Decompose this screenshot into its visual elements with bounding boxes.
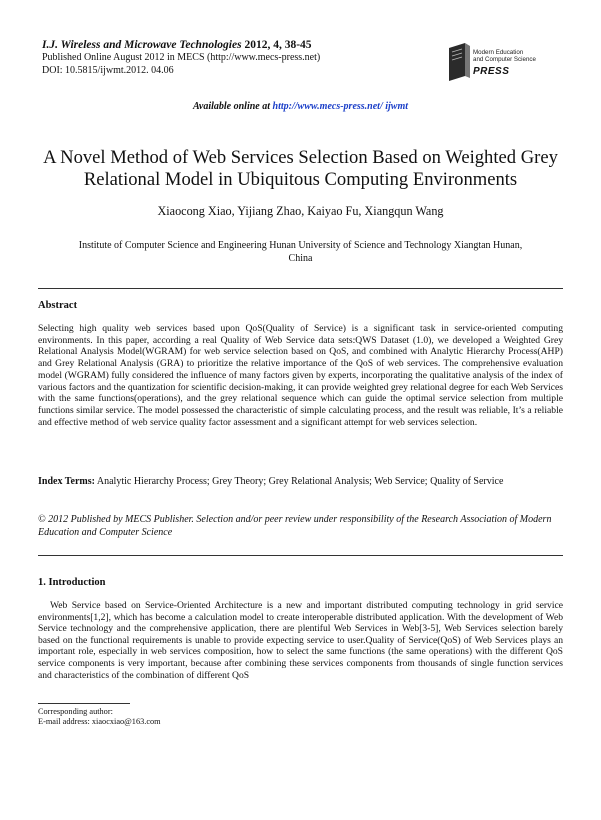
journal-title-line: [42, 38, 320, 52]
index-terms-text: Analytic Hierarchy Process; Grey Theory; Grey Relational Analysis; Web Service; Quality of Service: [94, 476, 504, 487]
index-terms: [38, 476, 563, 489]
journal-volume: 2012, 4, 38-45: [241, 39, 312, 51]
available-online-line: [0, 101, 601, 112]
index-terms-label: Index Terms:: [38, 476, 95, 487]
published-online-line: Published Online August 2012 in MECS (http://www.mecs-press.net): [42, 52, 321, 63]
author-affiliation: Institute of Computer Science and Engineering Hunan University of Science and Technology Xiangtan Hunan, China: [78, 240, 523, 264]
paper-authors: Xiaocong Xiao, Yijiang Zhao, Kaiyao Fu, Xiangqun Wang: [157, 204, 444, 218]
footnote-rule: [38, 703, 130, 704]
abstract-heading: Abstract: [38, 300, 78, 311]
logo-press-label: PRESS: [473, 66, 510, 77]
copyright-notice: © 2012 Published by MECS Publisher. Selection and/or peer review under responsibility of the Research Association of Modern Education and Computer Science: [38, 514, 552, 538]
journal-url-link[interactable]: http://www.mecs-press.net/ ijwmt: [272, 101, 409, 112]
abstract-bottom-rule: [38, 555, 563, 556]
logo-line-2: and Computer Science: [473, 56, 536, 63]
abstract-top-rule: [38, 288, 563, 289]
footnote: [38, 707, 161, 727]
available-online-label: Available online at: [192, 101, 273, 112]
journal-header: [42, 38, 320, 77]
author-email: E-mail address: xiaocxiao@163.com: [38, 717, 161, 726]
doi-line: DOI: 10.5815/ijwmt.2012. 04.06: [42, 64, 174, 76]
book-logo-icon: [447, 42, 473, 82]
journal-name: I.J. Wireless and Microwave Technologies: [42, 39, 242, 51]
introduction-text: Web Service based on Service-Oriented Architecture is a new and important distributed computing technology in grid service environments[1,2], which has become a calculation model to create interoperable distributed application. With the development of Web Service technology and the comprehensive application, there are plentiful Web Services in Web[3-5], Web Services selection barely based on the functional requirements is unable to provide expecting service to user.Quality of Service(QoS) of Web Services plays an important role, especially in web services composition, how to select the same functions (the same operations) with the different QoS service components is very important, because after combining these services components from thousands of single function services and characteristics of the combination of different QoS: [38, 600, 563, 681]
corresponding-author-label: Corresponding author:: [38, 707, 113, 716]
introduction-heading: 1. Introduction: [38, 577, 106, 588]
abstract-text: Selecting high quality web services based upon QoS(Quality of Service) is a significant task in service-oriented computing environments. In this paper, according a real Quality of Web Service data sets:QWS Dataset (1.0), we developed a Weighted Grey Relational Analysis Model(WGRAM) for web service selection based on QoS, and combined with Analytic Hierarchy Process(AHP) and Grey Relational Analysis (GRA) to prioritize the relative importance of the QoS of web services. The comprehensive evaluation model (WGRAM) fully considered the influence of many factors given by experts, incorporating the qualitative analysis of the index of various factors and the quantization for scientific decision-making, it can provide weighted grey relational degree for each Web Services with the same functions(operations), and the grey relational sequence which can guide the optimal service selection from multiple functions similar service. The model possessed the characteristic of simple calculating process, and the result was reliable, It’s a reliable and effective method of web service quality factor assessment and a significant attempt for web services selection.: [38, 323, 563, 428]
paper-title: A Novel Method of Web Services Selection Based on Weighted Grey Relational Model in Ubiquitous Computing Environments: [43, 147, 558, 190]
publisher-logo: [447, 36, 562, 98]
logo-line-1: Modern Education: [473, 49, 524, 56]
